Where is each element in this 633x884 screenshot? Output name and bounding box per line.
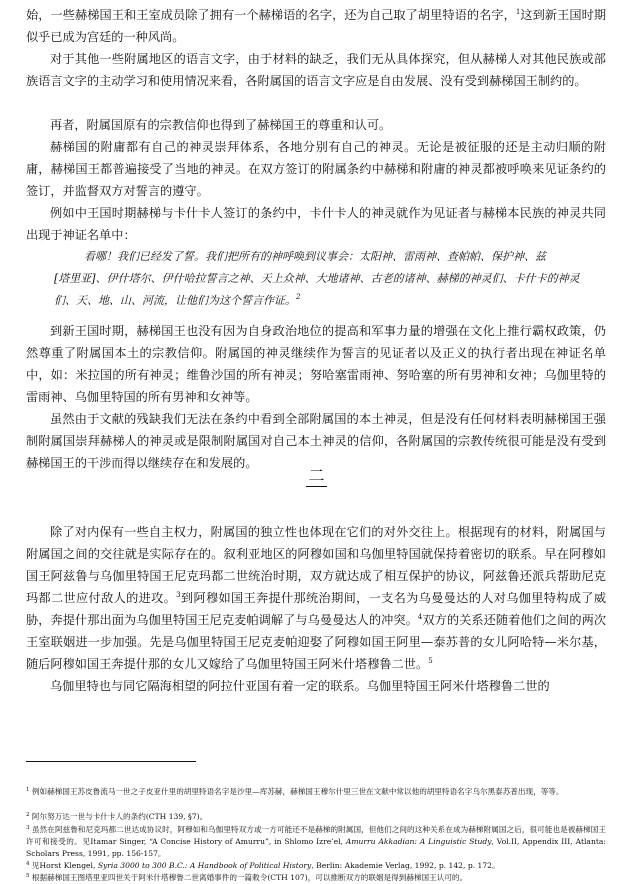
- footnote-3: $^3$ 虽然在阿兹鲁和尼克玛都二世达成协议时，阿穆如和乌伽里特双方或一方可能还不是赫梯的附属国，但他们之间的这种关系在成为赫梯附属国之后，很可能也是被赫梯国王许可和接受的。见Itamar Singer, “A Concise History of Amurru”, in Shlomo Izre’el, Amurru Akkadian: A Linguistic Study, Vol.II, Appendix III, Atlanta: Scholars Press, 1991, pp. 156-157。: [26, 825, 606, 858]
- footnote-ref-3[interactable]: 3: [176, 591, 181, 599]
- footnote-ref-1[interactable]: 1: [515, 8, 521, 16]
- footnote-5: $^5$ 根据赫梯国王图塔里亚四世关于阿米什塔穆鲁二世离婚事件的一篇敕令(CTH 107)，可以推断双方的联姻是得到赫梯国王认可的。: [26, 873, 468, 882]
- paragraph-no-coercion: 虽然由于文献的残缺我们无法在条约中看到全部附属国的本土神灵，但是没有任何材料表明赫梯国王强制附属国崇拜赫梯人的神灵或是限制附属国对自己本土神灵的信仰，各附属国的宗教传统很可能是没有受到赫梯国王的干涉而得以继续存在和发展的。: [26, 412, 606, 470]
- paragraph-new-kingdom: 到新王国时期，赫梯国王也没有因为自身政治地位的提高和军事力量的增强在文化上推行霸权政策，仍然尊重了附属国本土的宗教信仰。附属国的神灵继续作为誓言的见证者以及正义的执行者出现在神证名单中，如：米拉国的所有神灵；维鲁沙国的所有神灵；努哈塞雷雨神、努哈塞的所有男神和女神；乌伽里特的雷雨神、乌伽里特国的所有男神和女神等。: [26, 324, 606, 404]
- section-heading: 二: [308, 466, 325, 485]
- footnote-ref-5[interactable]: 5: [428, 657, 433, 665]
- footnote-divider: [26, 761, 196, 762]
- footnote-ref-4[interactable]: 4: [417, 613, 423, 621]
- paragraph-alashiya: 乌伽里特也与同它隔海相望的阿拉什亚国有着一定的联系。乌伽里特国王阿米什塔穆鲁二世的: [50, 679, 550, 693]
- footnote-2: $^2$ 阿尔努万达一世与卡什卡人的条约(CTH 139, §7)。: [26, 812, 208, 821]
- footnote-4: $^4$ 见Horst Klengel, Syria 3000 to 300 B.C.: A Handbook of Political History, Berlin: Akademie Verlag, 1992, p. 142, p. 172。: [26, 861, 500, 870]
- block-quote: 看哪！我们已经发了誓。我们把所有的神呼唤到议事会：太阳神、雷雨神、查帕帕、保护神、兹: [84, 250, 546, 263]
- paragraph-languages: 对于其他一些附属地区的语言文字，由于材料的缺乏，我们无从具体探究，但从赫梯人对其他民族或部族语言文字的主动学习和使用情况来看，各附属国的语言文字应是自由发展、没有受到赫梯国王制约的。: [26, 52, 606, 88]
- paragraph-foreign-relations: 除了对内保有一些自主权力，附属国的独立性也体现在它们的对外交往上。根据现有的材料，附属国与附属国之间的交往就是实际存在的。叙利亚地区的阿穆如国和乌伽里特国就保持着密切的联系。早在阿穆如国王阿兹鲁与乌伽里特国王尼克玛都二世统治时期，双方就达成了相互保护的协议，阿兹鲁还派兵帮助尼克玛都二世应付敌人的进攻。$^3$到阿穆如国王奔提什那统治期间，一支名为乌曼曼达的人对乌伽里特构成了威胁，奔提什那出面为乌伽里特国王尼克麦帕调解了与乌曼曼达人的冲突。$^4$双方的关系还随着他们之间的两次王室联姻进一步加强。先是乌伽里特国王尼克麦帕迎娶了阿穆如国王阿里—泰苏普的女儿阿哈特—米尔基，随后阿穆如国王奔提什那的女儿又嫁给了乌伽里特国王阿米什塔穆鲁二世。$^5$: [26, 525, 607, 671]
- footnote-1: $^1$ 例如赫梯国王苏皮鲁流马一世之子皮亚什里的胡里特语名字是沙里—库苏赫，赫梯国王穆尔什里三世在文献中常以他的胡里特语名字乌尔黑泰苏普出现，等等。: [26, 787, 564, 796]
- paragraph-kaska-treaty: 例如中王国时期赫梯与卡什卡人签订的条约中，卡什卡人的神灵就作为见证者与赫梯本民族的神灵共同出现于神证名单中：: [26, 206, 606, 242]
- paragraph-continuation: 始，一些赫梯国王和王室成员除了拥有一个赫梯语的名字，还为自己取了胡里特语的名字，$^1$这到新王国时期似乎已成为宫廷的一种风尚。: [26, 8, 607, 44]
- footnote-ref-2[interactable]: 2: [296, 293, 301, 301]
- block-quote-continued: [塔里亚]、伊什塔尔、伊什哈拉誓言之神、天上众神、大地诸神、古老的诸神、赫梯的神灵们、卡什卡的神灵们、天、地、山、河流，让他们为这个誓言作证。$^2$: [54, 272, 580, 307]
- paragraph-religion-intro: 再者，附属国原有的宗教信仰也得到了赫梯国王的尊重和认可。: [50, 118, 392, 132]
- paragraph-vassal-gods: 赫梯国的附庸都有自己的神灵崇拜体系，各地分别有自己的神灵。无论是被征服的还是主动归顺的附庸，赫梯国王都普遍接受了当地的神灵。在双方签订的附属条约中赫梯和附庸的神灵都被呼唤来见证条约的签订，并监督双方对誓言的遵守。: [26, 140, 606, 198]
